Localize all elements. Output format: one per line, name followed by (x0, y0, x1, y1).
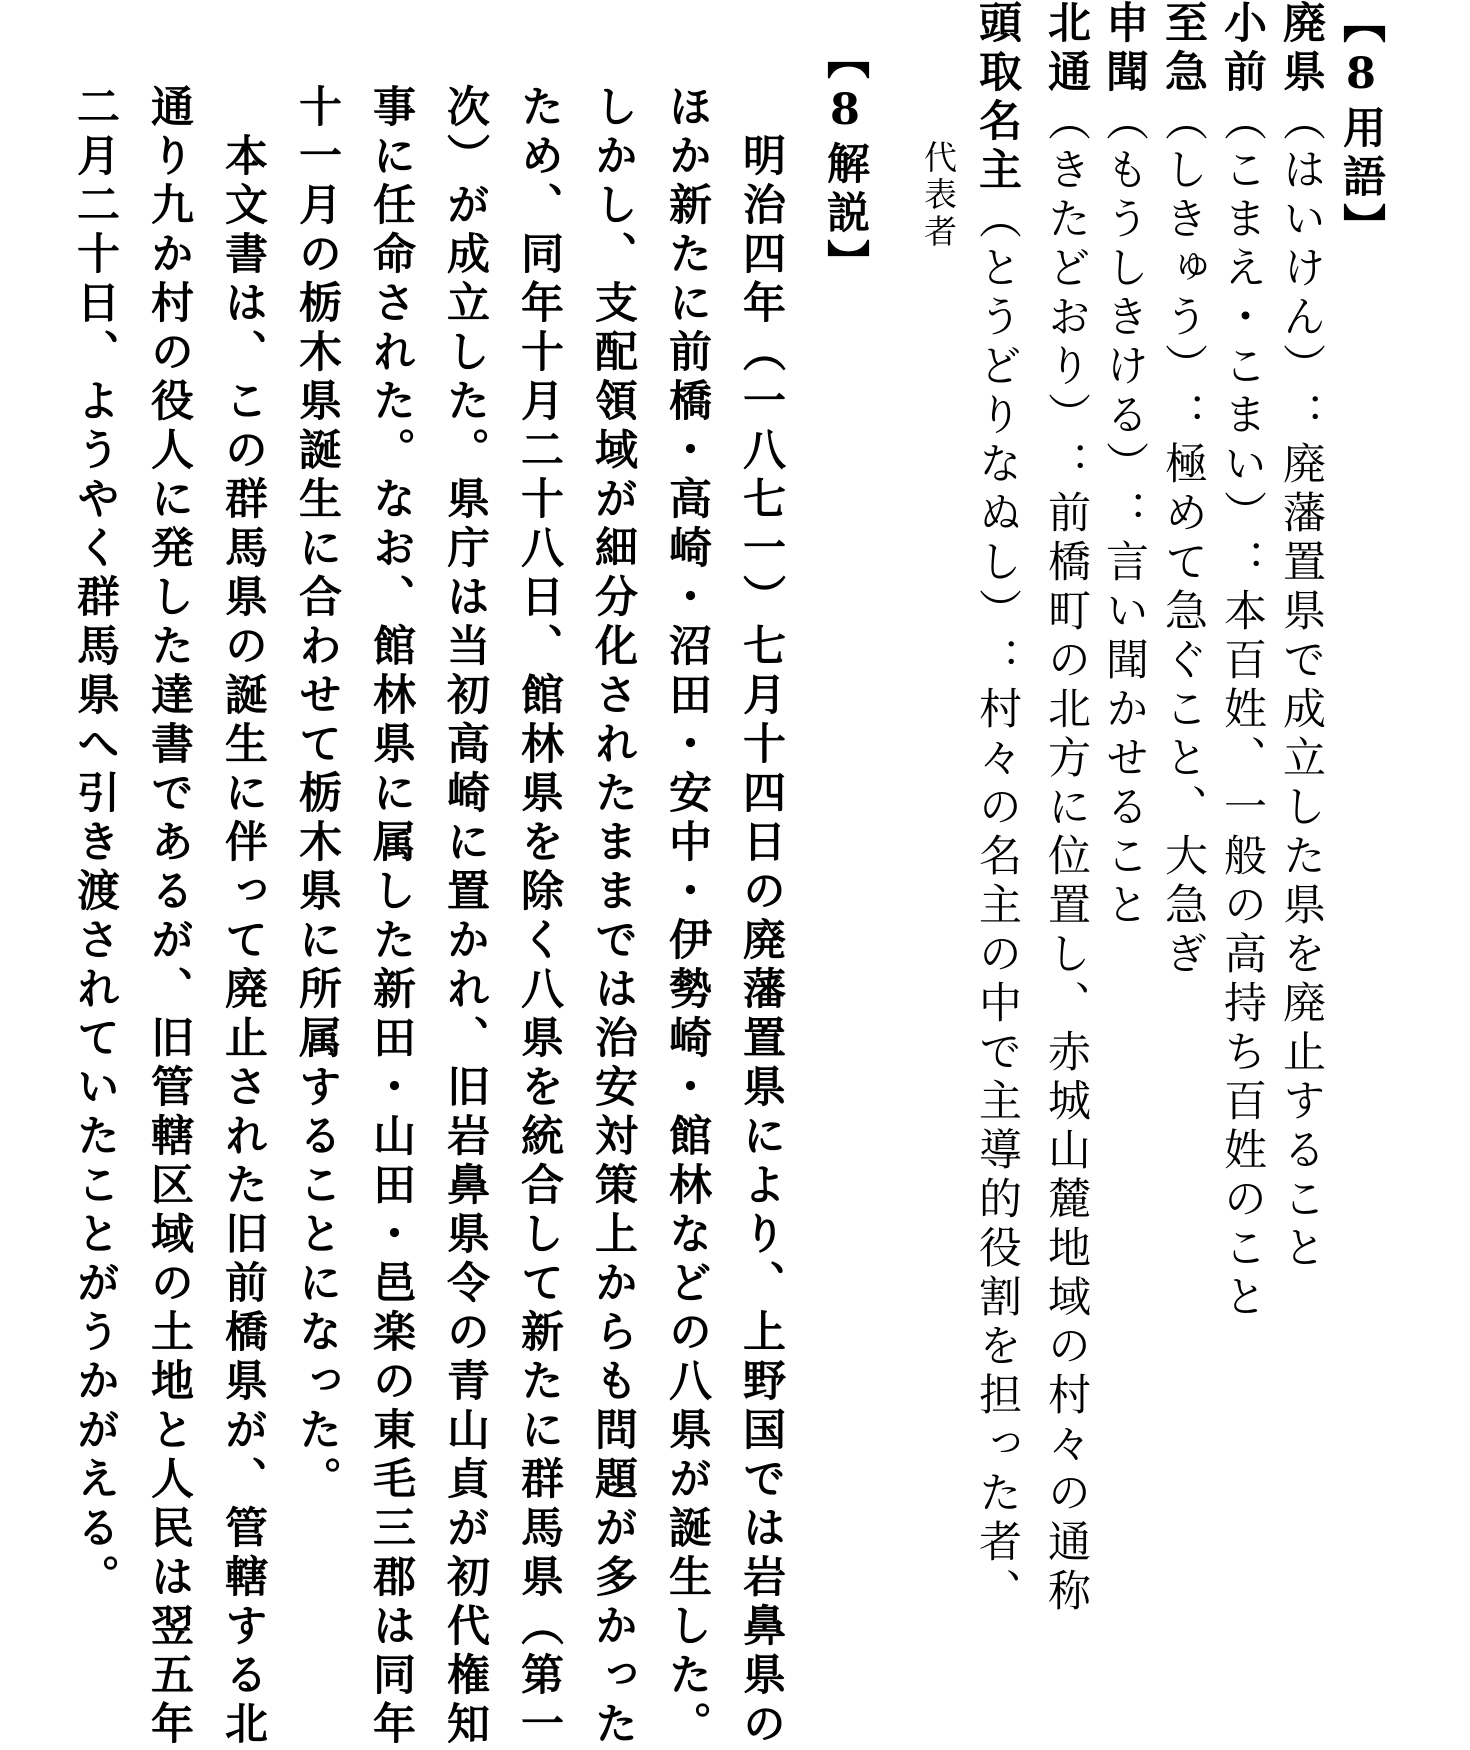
commentary-line: 次）が成立した。県庁は当初高崎に置かれ、旧岩鼻県令の青山貞が初代権知 (440, 84, 490, 1750)
commentary-line: 二月二十日、ようやく群馬県へ引き渡されていたことがうかがえる。 (70, 84, 120, 1603)
glossary-term: 小前 (1217, 0, 1267, 98)
commentary-line: 明治四年（一八七一）七月十四日の廃藩置県により、上野国では岩鼻県の (736, 84, 786, 1750)
glossary-term: 至急 (1158, 0, 1208, 98)
glossary-entry (1217, 0, 1267, 1323)
glossary-definition: （とうどりなぬし）：村々の名主の中で主導的役割を担った者、 (972, 196, 1022, 1617)
glossary-entry (972, 0, 1022, 1617)
commentary-line: ため、同年十月二十八日、館林県を除く八県を統合して新たに群馬県（第一 (514, 84, 564, 1750)
glossary-definition: （もうしきける）：言い聞かせること (1099, 98, 1149, 931)
glossary-term: 頭取名主 (972, 0, 1022, 196)
glossary-entry (1158, 0, 1208, 980)
commentary-heading: 【8解説】 (820, 36, 870, 288)
glossary-entry (1099, 0, 1149, 931)
glossary-entry (1276, 0, 1326, 1274)
glossary-continuation: 代表者 (919, 140, 958, 251)
commentary-line: 本文書は、この群馬県の誕生に伴って廃止された旧前橋県が、管轄する北 (218, 84, 268, 1750)
commentary-line: 通り九か村の役人に発した達書であるが、旧管轄区域の土地と人民は翌五年 (144, 84, 194, 1750)
glossary-entry (1041, 0, 1091, 1617)
commentary-line: しかし、支配領域が細分化されたままでは治安対策上からも問題が多かった (588, 84, 638, 1750)
commentary-line: 事に任命された。なお、館林県に属した新田・山田・邑楽の東毛三郡は同年 (366, 84, 416, 1750)
glossary-definition: （はいけん）：廃藩置県で成立した県を廃止すること (1276, 98, 1326, 1274)
glossary-term: 申聞 (1099, 0, 1149, 98)
glossary-definition: （きたどおり）：前橋町の北方に位置し、赤城山麓地域の村々の通称 (1041, 98, 1091, 1617)
glossary-heading: 【8用語】 (1336, 0, 1386, 252)
glossary-term: 北通 (1041, 0, 1091, 98)
commentary-line: ほか新たに前橋・高崎・沼田・安中・伊勢崎・館林などの八県が誕生した。 (662, 84, 712, 1750)
glossary-definition: （こまえ・こまい）：本百姓、一般の高持ち百姓のこと (1217, 98, 1267, 1323)
glossary-term: 廃県 (1276, 0, 1326, 98)
commentary-line: 十一月の栃木県誕生に合わせて栃木県に所属することになった。 (292, 84, 342, 1505)
glossary-definition: （しきゅう）：極めて急ぐこと、大急ぎ (1158, 98, 1208, 980)
